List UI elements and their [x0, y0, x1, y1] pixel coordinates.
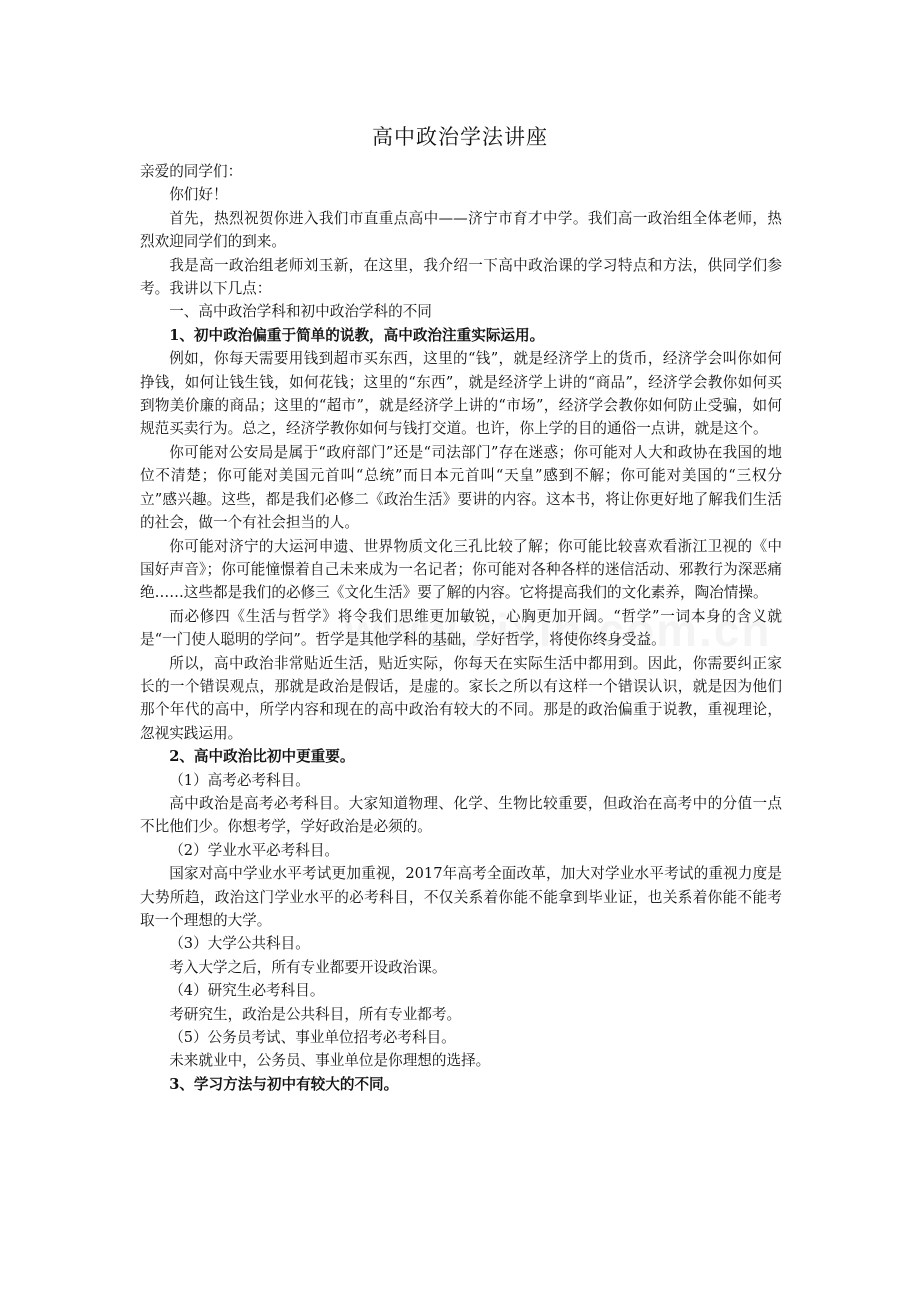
paragraph: 首先，热烈祝贺你进入我们市直重点高中——济宁市育才中学。我们高一政治组全体老师，热烈欢迎同学们的到来。 — [140, 209, 782, 251]
paragraph: 国家对高中学业水平考试更加重视，2017年高考全面改革，加大对学业水平考试的重视力度是大势所趋，政治这门学业水平的必考科目，不仅关系着你能不能拿到毕业证，也关系着你能不能考取一个理想的大学。 — [140, 865, 782, 929]
paragraph: （4）研究生必考科目。 — [169, 982, 325, 1000]
paragraph: 你可能对公安局是属于“政府部门”还是“司法部门”存在迷惑；你可能对人大和政协在我国的地位不清楚；你可能对美国元首叫“总统”而日本元首叫“天皇”感到不解；你可能对美国的“三权分立”感兴趣。这些，都是我们必修二《政治生活》要讲的内容。这本书，将让你更好地了解我们生活的社会，做一个有社会担当的人。 — [140, 443, 782, 532]
paragraph: 考入大学之后，所有专业都要开设政治课。 — [169, 958, 447, 976]
paragraph: 而必修四《生活与哲学》将令我们思维更加敏锐，心胸更加开阔。“哲学”一词本身的含义就是“一门使人聪明的学问”。哲学是其他学科的基础，学好哲学，将使你终身受益。 — [140, 607, 782, 649]
paragraph: 未来就业中，公务员、事业单位是你理想的选择。 — [169, 1052, 491, 1070]
section-heading: 1、初中政治偏重于简单的说教，高中政治注重实际运用。 — [169, 326, 545, 344]
paragraph: 一、高中政治学科和初中政治学科的不同 — [169, 303, 432, 321]
paragraph: 考研究生，政治是公共科目，所有专业都考。 — [169, 1005, 462, 1023]
paragraph: （5）公务员考试、事业单位招考必考科目。 — [169, 1029, 456, 1047]
section-heading: 3、学习方法与初中有较大的不同。 — [169, 1075, 399, 1093]
paragraph: 例如，你每天需要用钱到超市买东西，这里的“钱”，就是经济学上的货币，经济学会叫你如何挣钱，如何让钱生钱，如何花钱；这里的“东西”，就是经济学上讲的“商品”，经济学会教你如何买到物美价廉的商品；这里的“超市”，就是经济学上讲的“市场”，经济学会教你如何防止受骗，如何规范买卖行为。总之，经济学教你如何与钱打交道。也许，你上学的目的通俗一点讲，就是这个。 — [140, 350, 782, 438]
paragraph: 高中政治是高考必考科目。大家知道物理、化学、生物比较重要，但政治在高考中的分值一点不比他们少。你想考学，学好政治是必须的。 — [140, 794, 782, 836]
paragraph: （2）学业水平必考科目。 — [169, 841, 340, 859]
document-title: 高中政治学法讲座 — [372, 125, 548, 149]
document-body — [140, 160, 782, 1096]
paragraph: 我是高一政治组老师刘玉新，在这里，我介绍一下高中政治课的学习特点和方法，供同学们参考。我讲以下几点： — [140, 256, 782, 298]
paragraph: 所以，高中政治非常贴近生活，贴近实际，你每天在实际生活中都用到。因此，你需要纠正家长的一个错误观点，那就是政治是假话，是虚的。家长之所以有这样一个错误认识，就是因为他们那个年代的高中，所学内容和现在的高中政治有较大的不同。那是的政治偏重于说教，重视理论，忽视实践运用。 — [140, 654, 782, 742]
section-heading: 2、高中政治比初中更重要。 — [169, 748, 355, 766]
paragraph: 你们好！ — [169, 186, 228, 204]
paragraph: 亲爱的同学们： — [140, 163, 243, 180]
paragraph: （3）大学公共科目。 — [169, 935, 310, 953]
paragraph: 你可能对济宁的大运河申遗、世界物质文化三孔比较了解；你可能比较喜欢看浙江卫视的《中国好声音》；你可能憧憬着自己未来成为一名记者；你可能对各种各样的迷信活动、邪教行为深恶痛绝……这些都是我们的必修三《文化生活》要了解的内容。它将提高我们的文化素养，陶冶情操。 — [140, 537, 782, 602]
paragraph: （1）高考必考科目。 — [169, 771, 310, 789]
